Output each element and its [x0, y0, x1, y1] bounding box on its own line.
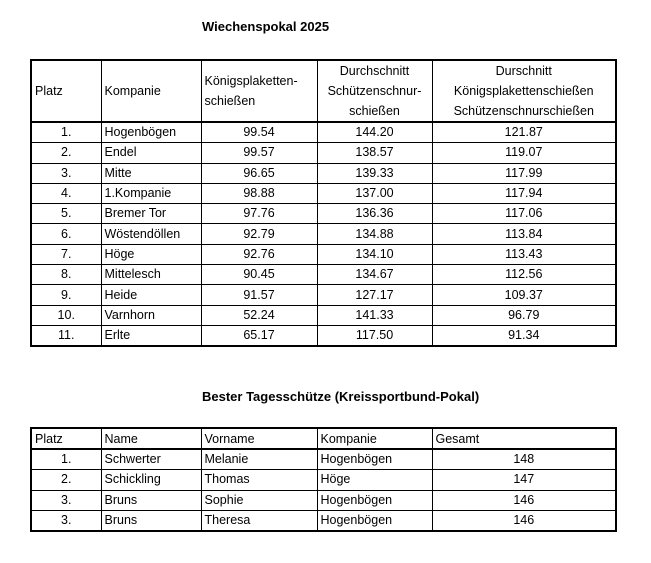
cell-kompanie: Hogenbögen [101, 122, 201, 143]
cell-kompanie: Endel [101, 143, 201, 163]
cell-kompanie: Wöstendöllen [101, 224, 201, 244]
cell-platz: 3. [31, 510, 101, 531]
cell-platz: 3. [31, 490, 101, 510]
tagesschuetze-title: Bester Tagesschütze (Kreissportbund-Pokal) [202, 389, 480, 404]
cell-name: Schickling [101, 470, 201, 490]
cell-platz: 7. [31, 244, 101, 264]
cell-schnur: 137.00 [317, 183, 432, 203]
cell-koenig: 65.17 [201, 325, 317, 346]
cell-avg: 117.06 [432, 204, 616, 224]
cell-platz: 1. [31, 449, 101, 470]
cell-avg: 96.79 [432, 305, 616, 325]
cell-schnur: 141.33 [317, 305, 432, 325]
cell-schnur: 138.57 [317, 143, 432, 163]
cell-avg: 109.37 [432, 285, 616, 305]
cell-koenig: 52.24 [201, 305, 317, 325]
cell-avg: 119.07 [432, 143, 616, 163]
cell-koenig: 92.79 [201, 224, 317, 244]
cell-vorname: Melanie [201, 449, 317, 470]
cell-kompanie: Heide [101, 285, 201, 305]
cell-gesamt: 146 [432, 490, 616, 510]
cell-avg: 121.87 [432, 122, 616, 143]
cell-vorname: Theresa [201, 510, 317, 531]
table-row [31, 183, 616, 203]
table-row [31, 143, 616, 163]
cell-gesamt: 147 [432, 470, 616, 490]
cell-koenig: 99.57 [201, 143, 317, 163]
ranking-title: Wiechenspokal 2025 [202, 19, 330, 34]
cell-avg: 113.84 [432, 224, 616, 244]
cell-kompanie: Bremer Tor [101, 204, 201, 224]
cell-platz: 11. [31, 325, 101, 346]
cell-schnur: 139.33 [317, 163, 432, 183]
cell-platz: 2. [31, 143, 101, 163]
cell-platz: 2. [31, 470, 101, 490]
cell-schnur: 134.10 [317, 244, 432, 264]
header-kompanie: Kompanie [101, 60, 201, 122]
cell-kompanie: Mitte [101, 163, 201, 183]
cell-koenig: 97.76 [201, 204, 317, 224]
table-row [31, 122, 616, 143]
cell-platz: 8. [31, 265, 101, 285]
cell-schnur: 117.50 [317, 325, 432, 346]
cell-platz: 10. [31, 305, 101, 325]
header-name: Name [101, 428, 201, 449]
cell-platz: 4. [31, 183, 101, 203]
cell-platz: 6. [31, 224, 101, 244]
table-row [31, 204, 616, 224]
cell-koenig: 91.57 [201, 285, 317, 305]
cell-kompanie: Höge [317, 470, 432, 490]
cell-koenig: 96.65 [201, 163, 317, 183]
cell-vorname: Thomas [201, 470, 317, 490]
table-header-row [31, 428, 616, 449]
table-header-row [31, 60, 616, 122]
cell-avg: 91.34 [432, 325, 616, 346]
cell-kompanie: Mittelesch [101, 265, 201, 285]
cell-koenig: 99.54 [201, 122, 317, 143]
cell-kompanie: Varnhorn [101, 305, 201, 325]
cell-avg: 117.99 [432, 163, 616, 183]
header-durschnitt-gesamt: Durschnitt Königsplakettenschießen Schützenschnurschießen [432, 60, 616, 122]
table-row [31, 510, 616, 531]
cell-gesamt: 148 [432, 449, 616, 470]
header-platz: Platz [31, 60, 101, 122]
cell-kompanie: Höge [101, 244, 201, 264]
cell-gesamt: 146 [432, 510, 616, 531]
header-gesamt: Gesamt [432, 428, 616, 449]
cell-platz: 5. [31, 204, 101, 224]
header-koenigsplakettenschiessen: Königsplaketten-schießen [201, 60, 317, 122]
cell-kompanie: Hogenbögen [317, 510, 432, 531]
table-row [31, 305, 616, 325]
cell-avg: 112.56 [432, 265, 616, 285]
cell-schnur: 136.36 [317, 204, 432, 224]
table-row [31, 470, 616, 490]
header-platz: Platz [31, 428, 101, 449]
table-row [31, 244, 616, 264]
header-durchschnitt-schuetzenschnur: Durchschnitt Schützenschnur-schießen [317, 60, 432, 122]
cell-vorname: Sophie [201, 490, 317, 510]
cell-schnur: 134.67 [317, 265, 432, 285]
cell-kompanie: 1.Kompanie [101, 183, 201, 203]
cell-avg: 117.94 [432, 183, 616, 203]
table-row [31, 224, 616, 244]
table-row [31, 449, 616, 470]
cell-kompanie: Hogenbögen [317, 449, 432, 470]
cell-koenig: 98.88 [201, 183, 317, 203]
cell-platz: 3. [31, 163, 101, 183]
header-kompanie: Kompanie [317, 428, 432, 449]
cell-platz: 1. [31, 122, 101, 143]
table-row [31, 163, 616, 183]
cell-platz: 9. [31, 285, 101, 305]
cell-kompanie: Erlte [101, 325, 201, 346]
tagesschuetze-table [30, 427, 617, 532]
ranking-table [30, 59, 617, 347]
header-vorname: Vorname [201, 428, 317, 449]
table-row [31, 285, 616, 305]
table-row [31, 490, 616, 510]
cell-koenig: 90.45 [201, 265, 317, 285]
cell-kompanie: Hogenbögen [317, 490, 432, 510]
cell-name: Schwerter [101, 449, 201, 470]
cell-name: Bruns [101, 510, 201, 531]
cell-schnur: 144.20 [317, 122, 432, 143]
cell-avg: 113.43 [432, 244, 616, 264]
cell-schnur: 134.88 [317, 224, 432, 244]
table-row [31, 265, 616, 285]
table-row [31, 325, 616, 346]
cell-koenig: 92.76 [201, 244, 317, 264]
cell-schnur: 127.17 [317, 285, 432, 305]
cell-name: Bruns [101, 490, 201, 510]
